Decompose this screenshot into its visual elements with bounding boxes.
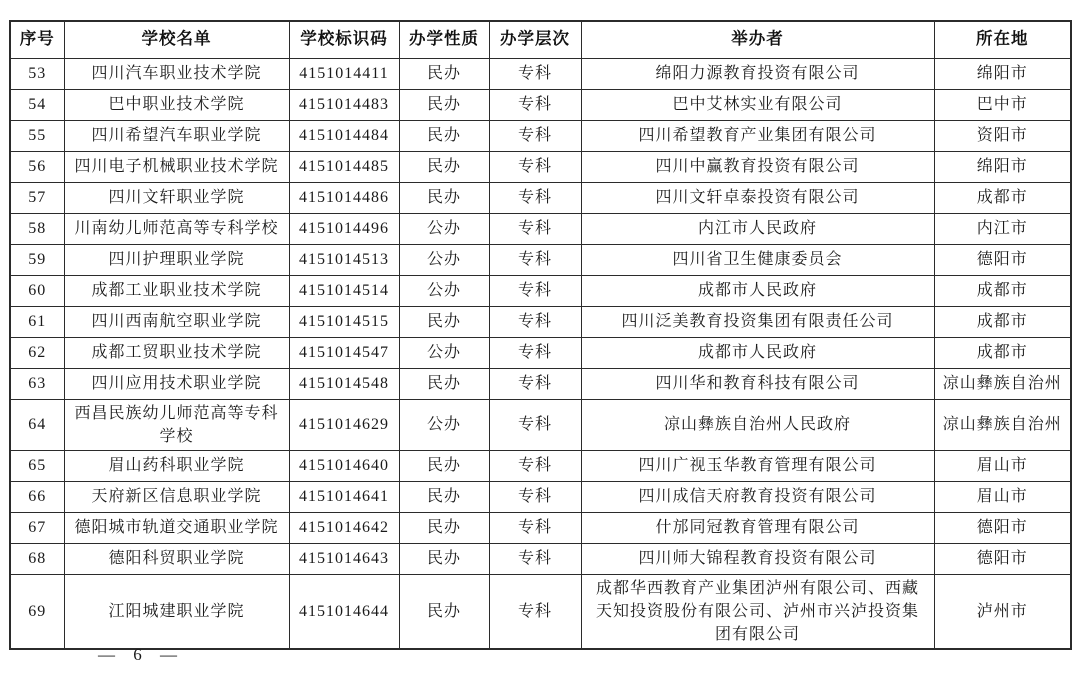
cell-level: 专科 bbox=[489, 244, 581, 275]
cell-school-name: 天府新区信息职业学院 bbox=[64, 481, 289, 512]
cell-index: 56 bbox=[10, 151, 64, 182]
cell-level: 专科 bbox=[489, 399, 581, 450]
cell-level: 专科 bbox=[489, 213, 581, 244]
cell-organizer: 巴中艾林实业有限公司 bbox=[581, 89, 934, 120]
cell-organizer: 四川师大锦程教育投资有限公司 bbox=[581, 543, 934, 574]
cell-school-code: 4151014485 bbox=[289, 151, 399, 182]
cell-level: 专科 bbox=[489, 574, 581, 649]
cell-school-name: 成都工贸职业技术学院 bbox=[64, 337, 289, 368]
cell-school-name: 德阳城市轨道交通职业学院 bbox=[64, 512, 289, 543]
cell-organizer: 成都华西教育产业集团泸州有限公司、西藏天知投资股份有限公司、泸州市兴泸投资集团有限公司 bbox=[581, 574, 934, 649]
column-header-organizer: 举办者 bbox=[581, 21, 934, 58]
cell-school-code: 4151014644 bbox=[289, 574, 399, 649]
cell-index: 60 bbox=[10, 275, 64, 306]
cell-nature: 民办 bbox=[399, 368, 489, 399]
table-row bbox=[10, 543, 1071, 574]
table-row bbox=[10, 399, 1071, 450]
cell-location: 德阳市 bbox=[934, 543, 1071, 574]
cell-organizer: 四川省卫生健康委员会 bbox=[581, 244, 934, 275]
cell-school-code: 4151014486 bbox=[289, 182, 399, 213]
cell-index: 67 bbox=[10, 512, 64, 543]
cell-school-code: 4151014484 bbox=[289, 120, 399, 151]
column-header-index: 序号 bbox=[10, 21, 64, 58]
cell-nature: 民办 bbox=[399, 574, 489, 649]
cell-location: 资阳市 bbox=[934, 120, 1071, 151]
cell-nature: 民办 bbox=[399, 182, 489, 213]
cell-location: 眉山市 bbox=[934, 450, 1071, 481]
table-row bbox=[10, 213, 1071, 244]
column-header-school-code: 学校标识码 bbox=[289, 21, 399, 58]
cell-school-code: 4151014629 bbox=[289, 399, 399, 450]
cell-level: 专科 bbox=[489, 58, 581, 89]
cell-school-code: 4151014640 bbox=[289, 450, 399, 481]
cell-index: 65 bbox=[10, 450, 64, 481]
table-row bbox=[10, 58, 1071, 89]
cell-location: 德阳市 bbox=[934, 244, 1071, 275]
cell-level: 专科 bbox=[489, 151, 581, 182]
cell-index: 59 bbox=[10, 244, 64, 275]
cell-index: 61 bbox=[10, 306, 64, 337]
column-header-nature: 办学性质 bbox=[399, 21, 489, 58]
cell-location: 凉山彝族自治州 bbox=[934, 368, 1071, 399]
table-row bbox=[10, 337, 1071, 368]
cell-level: 专科 bbox=[489, 337, 581, 368]
table-row bbox=[10, 182, 1071, 213]
cell-level: 专科 bbox=[489, 120, 581, 151]
cell-nature: 公办 bbox=[399, 337, 489, 368]
cell-school-name: 四川西南航空职业学院 bbox=[64, 306, 289, 337]
cell-nature: 公办 bbox=[399, 244, 489, 275]
cell-index: 53 bbox=[10, 58, 64, 89]
cell-index: 66 bbox=[10, 481, 64, 512]
cell-organizer: 绵阳力源教育投资有限公司 bbox=[581, 58, 934, 89]
cell-level: 专科 bbox=[489, 306, 581, 337]
cell-school-code: 4151014641 bbox=[289, 481, 399, 512]
cell-location: 成都市 bbox=[934, 337, 1071, 368]
cell-school-code: 4151014483 bbox=[289, 89, 399, 120]
cell-nature: 公办 bbox=[399, 275, 489, 306]
page-number: — 6 — bbox=[98, 645, 179, 664]
cell-location: 泸州市 bbox=[934, 574, 1071, 649]
cell-school-name: 巴中职业技术学院 bbox=[64, 89, 289, 120]
table-row bbox=[10, 275, 1071, 306]
table-row bbox=[10, 89, 1071, 120]
cell-index: 55 bbox=[10, 120, 64, 151]
table-row bbox=[10, 574, 1071, 649]
cell-school-code: 4151014643 bbox=[289, 543, 399, 574]
cell-school-code: 4151014547 bbox=[289, 337, 399, 368]
cell-school-code: 4151014514 bbox=[289, 275, 399, 306]
cell-organizer: 四川成信天府教育投资有限公司 bbox=[581, 481, 934, 512]
cell-nature: 民办 bbox=[399, 58, 489, 89]
cell-location: 成都市 bbox=[934, 275, 1071, 306]
cell-school-code: 4151014496 bbox=[289, 213, 399, 244]
column-header-location: 所在地 bbox=[934, 21, 1071, 58]
cell-school-name: 四川希望汽车职业学院 bbox=[64, 120, 289, 151]
table-row bbox=[10, 450, 1071, 481]
cell-school-name: 德阳科贸职业学院 bbox=[64, 543, 289, 574]
cell-index: 69 bbox=[10, 574, 64, 649]
school-list-table bbox=[9, 20, 1072, 650]
cell-nature: 公办 bbox=[399, 399, 489, 450]
cell-school-name: 眉山药科职业学院 bbox=[64, 450, 289, 481]
cell-organizer: 凉山彝族自治州人民政府 bbox=[581, 399, 934, 450]
table-row bbox=[10, 368, 1071, 399]
cell-nature: 公办 bbox=[399, 213, 489, 244]
cell-level: 专科 bbox=[489, 89, 581, 120]
table-body bbox=[10, 58, 1071, 649]
cell-level: 专科 bbox=[489, 481, 581, 512]
cell-nature: 民办 bbox=[399, 450, 489, 481]
cell-organizer: 成都市人民政府 bbox=[581, 337, 934, 368]
table-row bbox=[10, 481, 1071, 512]
cell-location: 成都市 bbox=[934, 306, 1071, 337]
table-header-row bbox=[10, 21, 1071, 58]
cell-organizer: 四川中赢教育投资有限公司 bbox=[581, 151, 934, 182]
cell-organizer: 内江市人民政府 bbox=[581, 213, 934, 244]
cell-school-name: 四川护理职业学院 bbox=[64, 244, 289, 275]
cell-organizer: 成都市人民政府 bbox=[581, 275, 934, 306]
cell-school-name: 四川电子机械职业技术学院 bbox=[64, 151, 289, 182]
cell-organizer: 四川华和教育科技有限公司 bbox=[581, 368, 934, 399]
cell-nature: 民办 bbox=[399, 120, 489, 151]
cell-index: 57 bbox=[10, 182, 64, 213]
cell-nature: 民办 bbox=[399, 151, 489, 182]
table-row bbox=[10, 306, 1071, 337]
cell-index: 64 bbox=[10, 399, 64, 450]
cell-location: 巴中市 bbox=[934, 89, 1071, 120]
cell-location: 成都市 bbox=[934, 182, 1071, 213]
cell-school-code: 4151014513 bbox=[289, 244, 399, 275]
cell-location: 绵阳市 bbox=[934, 58, 1071, 89]
cell-organizer: 四川泛美教育投资集团有限责任公司 bbox=[581, 306, 934, 337]
cell-school-name: 成都工业职业技术学院 bbox=[64, 275, 289, 306]
cell-nature: 民办 bbox=[399, 543, 489, 574]
cell-school-name: 四川文轩职业学院 bbox=[64, 182, 289, 213]
cell-nature: 民办 bbox=[399, 306, 489, 337]
cell-index: 68 bbox=[10, 543, 64, 574]
cell-location: 眉山市 bbox=[934, 481, 1071, 512]
cell-organizer: 四川广视玉华教育管理有限公司 bbox=[581, 450, 934, 481]
cell-organizer: 什邡同冠教育管理有限公司 bbox=[581, 512, 934, 543]
cell-level: 专科 bbox=[489, 543, 581, 574]
table-row bbox=[10, 512, 1071, 543]
cell-school-name: 四川汽车职业技术学院 bbox=[64, 58, 289, 89]
cell-organizer: 四川文轩卓泰投资有限公司 bbox=[581, 182, 934, 213]
cell-nature: 民办 bbox=[399, 512, 489, 543]
cell-school-code: 4151014548 bbox=[289, 368, 399, 399]
cell-location: 绵阳市 bbox=[934, 151, 1071, 182]
cell-level: 专科 bbox=[489, 368, 581, 399]
cell-level: 专科 bbox=[489, 450, 581, 481]
cell-level: 专科 bbox=[489, 182, 581, 213]
column-header-level: 办学层次 bbox=[489, 21, 581, 58]
cell-index: 63 bbox=[10, 368, 64, 399]
cell-school-name: 江阳城建职业学院 bbox=[64, 574, 289, 649]
cell-location: 德阳市 bbox=[934, 512, 1071, 543]
cell-school-code: 4151014515 bbox=[289, 306, 399, 337]
table-row bbox=[10, 120, 1071, 151]
cell-school-name: 四川应用技术职业学院 bbox=[64, 368, 289, 399]
cell-level: 专科 bbox=[489, 512, 581, 543]
cell-index: 62 bbox=[10, 337, 64, 368]
cell-school-code: 4151014642 bbox=[289, 512, 399, 543]
column-header-school-name: 学校名单 bbox=[64, 21, 289, 58]
table-row bbox=[10, 244, 1071, 275]
cell-school-name: 西昌民族幼儿师范高等专科学校 bbox=[64, 399, 289, 450]
cell-school-name: 川南幼儿师范高等专科学校 bbox=[64, 213, 289, 244]
cell-index: 54 bbox=[10, 89, 64, 120]
cell-index: 58 bbox=[10, 213, 64, 244]
cell-nature: 民办 bbox=[399, 89, 489, 120]
cell-organizer: 四川希望教育产业集团有限公司 bbox=[581, 120, 934, 151]
table-row bbox=[10, 151, 1071, 182]
cell-school-code: 4151014411 bbox=[289, 58, 399, 89]
cell-level: 专科 bbox=[489, 275, 581, 306]
cell-nature: 民办 bbox=[399, 481, 489, 512]
cell-location: 凉山彝族自治州 bbox=[934, 399, 1071, 450]
cell-location: 内江市 bbox=[934, 213, 1071, 244]
